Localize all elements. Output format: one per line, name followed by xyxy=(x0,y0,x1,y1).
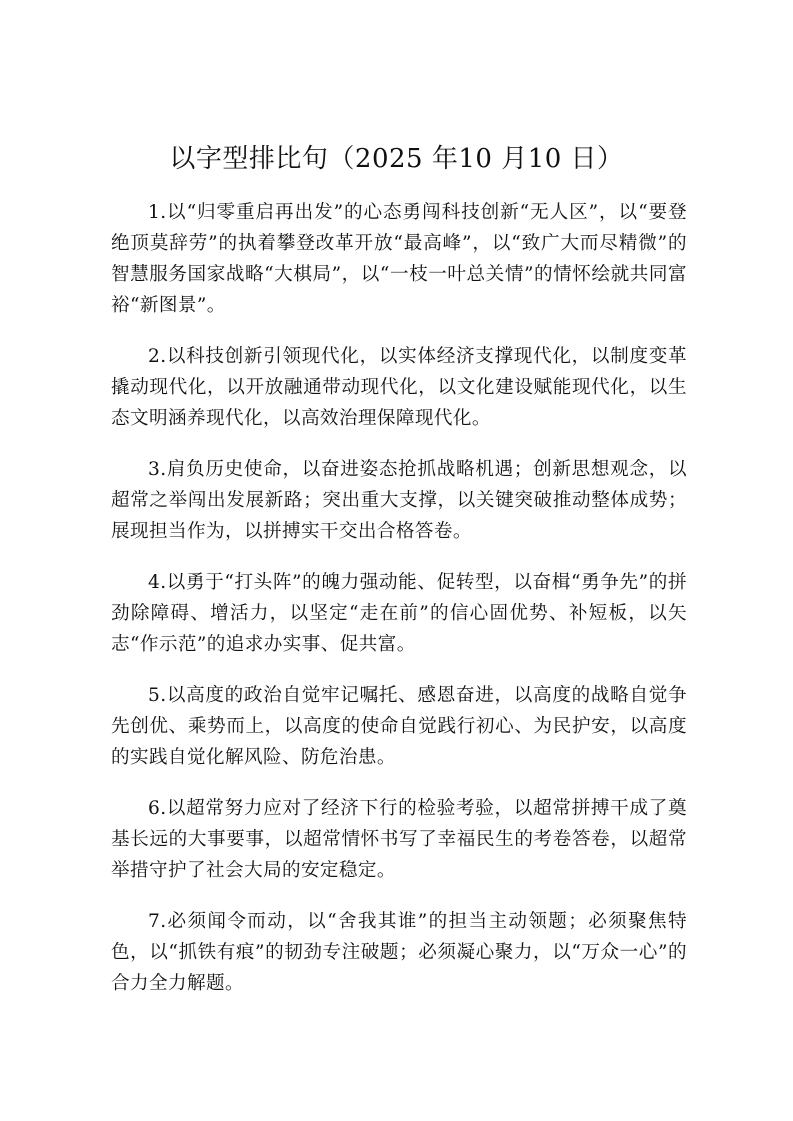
paragraph-3: 3.肩负历史使命，以奋进姿态抢抓战略机遇；创新思想观念，以超常之举闯出发展新路；突出重大支撑，以关键突破推动整体成势；展现担当作为，以拼搏实干交出合格答卷。 xyxy=(111,459,687,542)
paragraph-7: 7.必须闻令而动，以“舍我其谁”的担当主动领题；必须聚焦特色，以“抓铁有痕”的韧劲专注破题；必须凝心聚力，以“万众一心”的合力全力解题。 xyxy=(111,911,687,994)
paragraph-1: 1.以“归零重启再出发”的心态勇闯科技创新“无人区”，以“要登绝顶莫辞劳”的执着攀登改革开放“最高峰”，以“致广大而尽精微”的智慧服务国家战略“大棋局”，以“一枝一叶总关情”的情怀绘就共同富裕“新图景”。 xyxy=(111,202,687,316)
page-title: 以字型排比句（2025 年10 月10 日） xyxy=(169,144,624,174)
paragraph-4: 4.以勇于“打头阵”的魄力强动能、促转型，以奋楫“勇争先”的拼劲除障碍、增活力，以坚定“走在前”的信心固优势、补短板，以矢志“作示范”的追求办实事、促共富。 xyxy=(111,572,687,655)
document-body xyxy=(111,197,687,1019)
paragraph-5: 5.以高度的政治自觉牢记嘱托、感恩奋进，以高度的战略自觉争先创优、乘势而上，以高度的使命自觉践行初心、为民护安，以高度的实践自觉化解风险、防危治患。 xyxy=(111,685,687,768)
paragraph-2: 2.以科技创新引领现代化，以实体经济支撑现代化，以制度变革撬动现代化，以开放融通带动现代化，以文化建设赋能现代化，以生态文明涵养现代化，以高效治理保障现代化。 xyxy=(111,346,687,429)
paragraph-6: 6.以超常努力应对了经济下行的检验考验，以超常拼搏干成了奠基长远的大事要事，以超常情怀书写了幸福民生的考卷答卷，以超常举措守护了社会大局的安定稳定。 xyxy=(111,798,687,881)
